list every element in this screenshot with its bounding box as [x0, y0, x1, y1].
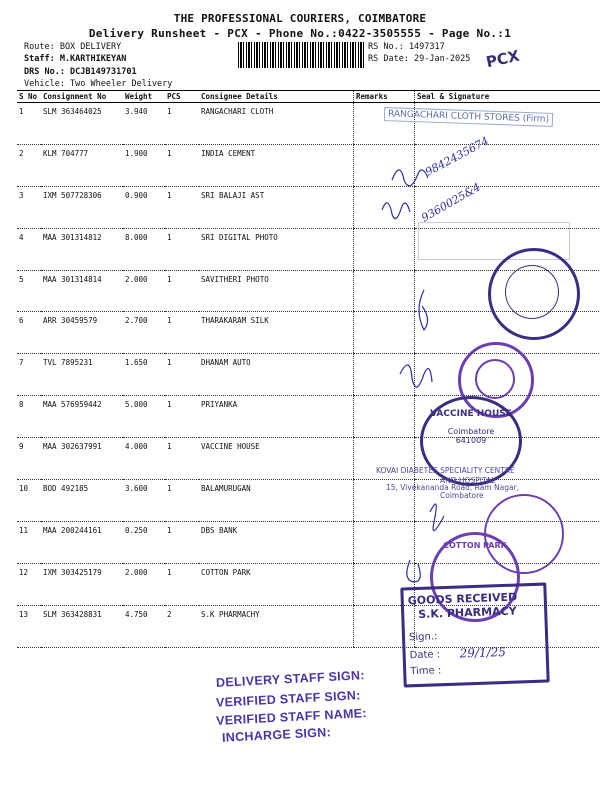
barcode: [238, 42, 364, 68]
cell-sno: 9: [17, 438, 41, 480]
cell-consignment: IXM 303425179: [41, 563, 123, 605]
cell-consignee: PRIYANKA: [199, 396, 354, 438]
cell-consignee: THARAKARAM SILK: [199, 312, 354, 354]
vaccine-house-pin: 641009: [455, 436, 487, 445]
cell-consignee: DBS BANK: [199, 521, 354, 563]
incharge-sign: INCHARGE SIGN:: [221, 725, 332, 745]
cell-sno: 10: [17, 480, 41, 522]
signature-row12: [407, 560, 420, 582]
cell-consignment: MAA 576959442: [41, 396, 123, 438]
cell-consignee: S.K PHARMACHY: [199, 605, 354, 647]
goods-received-pharmacy: S.K. PHARMACY: [418, 604, 517, 621]
cell-pcs: 1: [165, 228, 199, 270]
cell-weight: 1.900: [123, 144, 165, 186]
signature-row11: [430, 504, 444, 531]
goods-received-date: Date :: [409, 649, 441, 662]
col-header-consignment: Consignment No: [41, 91, 123, 103]
cell-sno: 5: [17, 270, 41, 312]
table-header-row: [17, 91, 600, 103]
cell-weight: 0.250: [123, 521, 165, 563]
cell-weight: 2.000: [123, 563, 165, 605]
cell-weight: 4.750: [123, 605, 165, 647]
delivery-staff-sign: DELIVERY STAFF SIGN:: [215, 668, 366, 690]
cell-weight: 0.900: [123, 186, 165, 228]
cell-consignee: SAVITHERI PHOTO: [199, 270, 354, 312]
cell-consignee: DHANAM AUTO: [199, 354, 354, 396]
cell-pcs: 1: [165, 312, 199, 354]
cell-pcs: 1: [165, 521, 199, 563]
cell-sno: 11: [17, 521, 41, 563]
cell-consignment: SLM 363428831: [41, 605, 123, 647]
col-header-signature: Seal & Signature: [415, 91, 600, 103]
rangachari-stamp: RANGACHARI CLOTH STORES (Firm): [384, 107, 553, 127]
signature-row3: [382, 203, 410, 219]
cell-consignee: SRI BALAJI AST: [199, 186, 354, 228]
cell-consignment: TVL 7895231: [41, 354, 123, 396]
verified-staff-sign: VERIFIED STAFF SIGN:: [215, 688, 361, 710]
cell-consignment: KLM 704777: [41, 144, 123, 186]
rs-date: RS Date: 29-Jan-2025: [368, 54, 471, 64]
route: Route: BOX DELIVERY: [24, 42, 122, 52]
cell-weight: 2.000: [123, 270, 165, 312]
cell-pcs: 2: [165, 605, 199, 647]
cell-consignee: INDIA CEMENT: [199, 144, 354, 186]
cell-pcs: 1: [165, 396, 199, 438]
cell-weight: 8.000: [123, 228, 165, 270]
cell-consignee: RANGACHARI CLOTH: [199, 103, 354, 145]
cell-consignment: ARR 30459579: [41, 312, 123, 354]
goods-received-sign: Sign.:: [408, 631, 438, 644]
cell-sno: 3: [17, 186, 41, 228]
cell-pcs: 1: [165, 270, 199, 312]
cell-consignment: MAA 302637991: [41, 438, 123, 480]
vehicle: Vehicle: Two Wheeler Delivery: [24, 79, 173, 89]
cell-pcs: 1: [165, 186, 199, 228]
pcx-logo-stamp: PCX: [484, 46, 522, 72]
cell-sno: 4: [17, 228, 41, 270]
cell-consignment: BOD 492185: [41, 480, 123, 522]
col-header-pcs: PCS: [165, 91, 199, 103]
cell-sno: 8: [17, 396, 41, 438]
col-header-remarks: Remarks: [354, 91, 415, 103]
kovai-stamp-line3: 15, Vivekananda Road, Ram Nagar,: [386, 483, 520, 492]
cell-weight: 5.000: [123, 396, 165, 438]
cell-pcs: 1: [165, 103, 199, 145]
cell-weight: 2.700: [123, 312, 165, 354]
staff: Staff: M.KARTHIKEYAN: [24, 54, 127, 64]
cell-pcs: 1: [165, 438, 199, 480]
cell-consignee: VACCINE HOUSE: [199, 438, 354, 480]
company-title: THE PROFESSIONAL COURIERS, COIMBATORE: [173, 12, 427, 25]
goods-received-stamp: [400, 582, 549, 687]
cell-weight: 3.600: [123, 480, 165, 522]
vaccine-house-name: VACCINE HOUSE: [430, 409, 512, 419]
cell-consignee: BALAMURUGAN: [199, 480, 354, 522]
verified-staff-name: VERIFIED STAFF NAME:: [215, 706, 368, 728]
cell-sno: 7: [17, 354, 41, 396]
cell-sno: 12: [17, 563, 41, 605]
cell-weight: 1.650: [123, 354, 165, 396]
cell-sno: 13: [17, 605, 41, 647]
goods-received-time: Time :: [410, 665, 442, 678]
cell-consignment: SLM 363464025: [41, 103, 123, 145]
cell-consignment: MAA 301314812: [41, 228, 123, 270]
kovai-stamp-line1: KOVAI DIABETES SPECIALITY CENTRE: [376, 466, 515, 475]
goods-received-date-value: 29/1/25: [459, 644, 507, 661]
cell-weight: 4.000: [123, 438, 165, 480]
signature-row6: [419, 290, 428, 330]
runsheet-subtitle: Delivery Runsheet - PCX - Phone No.:0422-3505555 - Page No.:1: [88, 27, 512, 40]
cell-consignee: COTTON PARK: [199, 563, 354, 605]
signature-row8: [400, 365, 432, 387]
kovai-stamp-line4: Coimbatore: [440, 491, 484, 500]
cell-consignee: SRI DIGITAL PHOTO: [199, 228, 354, 270]
col-header-consignee: Consignee Details: [199, 91, 354, 103]
rs-number: RS No.: 1497317: [368, 42, 445, 52]
handwritten-phone-1: 9842435674: [423, 134, 491, 179]
cell-pcs: 1: [165, 480, 199, 522]
round-stamp-inner: [505, 265, 559, 319]
cell-weight: 3.940: [123, 103, 165, 145]
goods-received-title: GOODS RECEIVED: [407, 590, 518, 608]
cotton-park-name: COTTON PARK: [443, 541, 507, 550]
vaccine-house-city: Coimbatore: [447, 427, 495, 436]
cell-consignment: MAA 301314814: [41, 270, 123, 312]
kovai-stamp-line2: AND HOSPITAL: [440, 476, 496, 485]
handwritten-phone-2: 9360025&4: [419, 180, 483, 225]
cell-pcs: 1: [165, 144, 199, 186]
round-stamp-dhanam-inner: [475, 359, 515, 399]
col-header-weight: Weight: [123, 91, 165, 103]
cell-sno: 2: [17, 144, 41, 186]
cell-pcs: 1: [165, 563, 199, 605]
round-stamp-savitheri: [488, 248, 580, 340]
cell-consignment: IXM 507728306: [41, 186, 123, 228]
cell-pcs: 1: [165, 354, 199, 396]
col-header-sno: S No: [17, 91, 41, 103]
cell-consignment: MAA 200244161: [41, 521, 123, 563]
drs-number: DRS No.: DCJB149731701: [24, 67, 137, 77]
signature-row2: [392, 170, 428, 186]
cell-sno: 1: [17, 103, 41, 145]
cell-sno: 6: [17, 312, 41, 354]
